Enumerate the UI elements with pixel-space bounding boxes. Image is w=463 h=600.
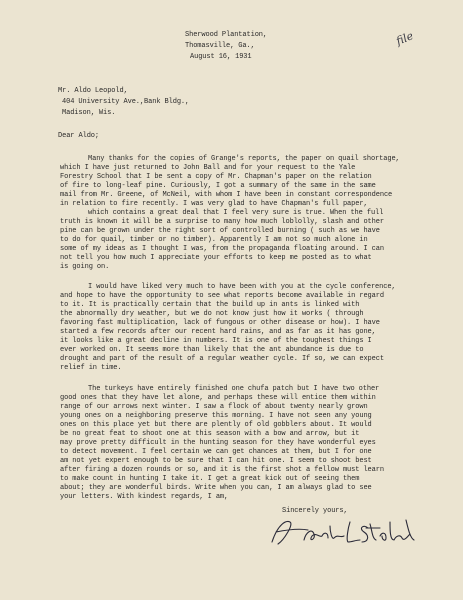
p1-line: which I have just returned to John Ball and for your request to the Yale — [60, 164, 356, 172]
closing: Sincerely yours, — [282, 507, 348, 515]
p3-line: ones on this place yet but there are plently of old gobblers about. It would — [60, 421, 372, 429]
p2-line: favoring fast multiplication, lack of fungous or other disease or how). I have — [60, 319, 380, 327]
p3-line: young ones on a neighboring preserve this morning. I have not seen any young — [60, 412, 372, 420]
p2-line: drought and part of the result of a regular weather cycle. If so, we can expect — [60, 355, 384, 363]
p3-line: The turkeys have entirely finished one chufa patch but I have two other — [88, 385, 380, 393]
signature — [268, 514, 418, 550]
p1-line: pine can be grown under the right sort of controlled burning ( such as we have — [60, 227, 380, 235]
p3-line: to detect movement. I feel certain we can get chances at them, but I for one — [60, 448, 372, 456]
recipient-city: Madison, Wis. — [62, 109, 116, 117]
p3-line: may prove pretty difficult in the hunting season for they have wonderful eyes — [60, 439, 376, 447]
p3-line: after firing a dozen rounds or so, and it is the first shot a fellow must learn — [60, 466, 384, 474]
p2-line: the abnormally dry weather, but we do not know just how it works ( through — [60, 310, 364, 318]
p1-line: not tell you how much I appreciate your efforts to keep me posted as to what — [60, 254, 372, 262]
p1-line: is going on. — [60, 263, 110, 271]
p2-line: it looks like a great decline in numbers. It is one of the toughest things I — [60, 337, 372, 345]
p1-line: mail from Mr. Greene, of McNeil, with whom I have been in constant correspondence — [60, 191, 393, 199]
salutation: Dear Aldo; — [58, 132, 100, 140]
heading-place: Sherwood Plantation, — [185, 31, 268, 39]
p3-line: good ones that they have let alone, and perhaps these will entice them within — [60, 394, 376, 402]
p2-line: ever worked on. It seems more than likely that the ant abundance is due to — [60, 346, 364, 354]
p2-line: started a few records after our recent hard rains, and as far as it has gone, — [60, 328, 376, 336]
p3-line: about; they are wonderful birds. Write when you can, I am always glad to see — [60, 484, 372, 492]
heading-date: August 16, 1931 — [190, 53, 252, 61]
recipient-address: 404 University Ave.,Bank Bldg., — [62, 98, 190, 106]
p1-line: in relation to fire recently. I was very glad to have Chapman's full paper, — [60, 200, 368, 208]
heading-city: Thomasville, Ga., — [185, 42, 255, 50]
p2-line: I would have liked very much to have been with you at the cycle conference, — [88, 283, 396, 291]
p1-line: to do for quail, timber or no timber). Apparently I am not so much alone in — [60, 236, 368, 244]
p3-line: your letters. With kindest regards, I am, — [60, 493, 229, 501]
p1-line: Many thanks for the copies of Grange's reports, the paper on quail shortage, — [88, 155, 400, 163]
p1-line: Forestry School that I be sent a copy of Mr. Chapman's paper on the relation — [60, 173, 372, 181]
p1-line: some of my ideas as I thought I was, from the propaganda floating around. I can — [60, 245, 384, 253]
p1-line: truth is known it will be a surprise to many how much loblolly, slash and other — [60, 218, 384, 226]
p2-line: relief in time. — [60, 364, 122, 372]
p3-line: to make count in hunting I take it. I get a great kick out of seeing them — [60, 475, 360, 483]
p1-line: of fire to long-leaf pine. Curiously, I got a summary of the same in the same — [60, 182, 376, 190]
p2-line: to it. It is practically certain that the build up in ants is linked with — [60, 301, 360, 309]
p3-line: am not yet expert enough to be sure that I can hit one. I seem to shoot best — [60, 457, 372, 465]
p3-line: be no great feat to shoot one at this season with a bow and arrow, but it — [60, 430, 360, 438]
p2-line: and hope to have the opportunity to see what reports become available in regard — [60, 292, 384, 300]
p1-line: which contains a great deal that I feel very sure is true. When the full — [88, 209, 384, 217]
recipient-name: Mr. Aldo Leopold, — [58, 87, 128, 95]
file-annotation: file — [394, 29, 416, 48]
p3-line: range of our arrows next winter. I saw a flock of about twenty nearly grown — [60, 403, 368, 411]
